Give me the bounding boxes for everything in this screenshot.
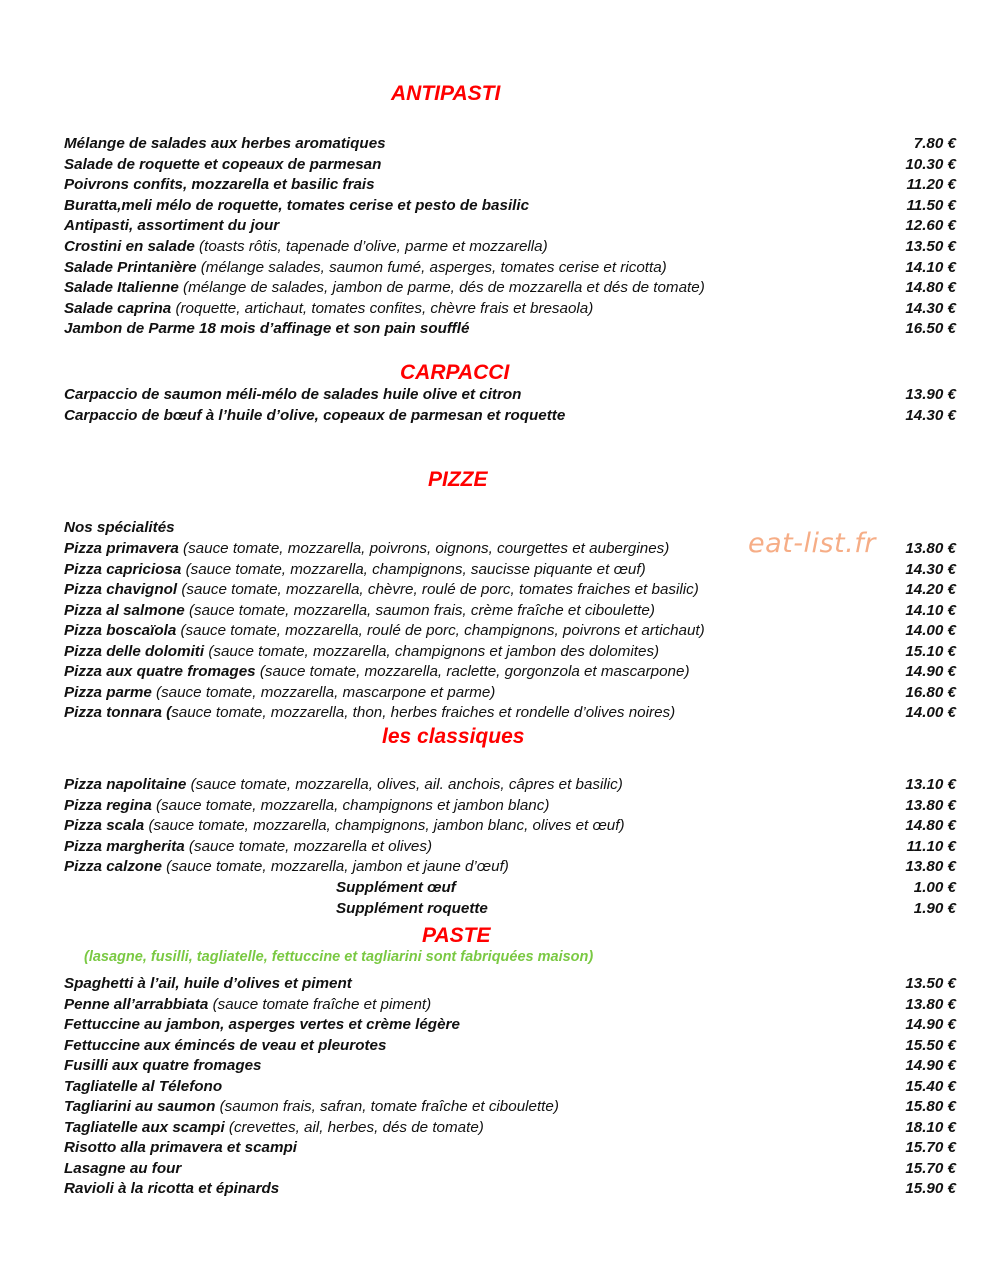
menu-item <box>64 406 956 426</box>
menu-item-name: Pizza calzone <box>64 858 162 876</box>
menu-item <box>64 995 956 1015</box>
menu-item <box>64 642 956 662</box>
menu-item-price: 14.80 € <box>905 279 956 297</box>
menu-item-name: Pizza margherita <box>64 837 185 855</box>
menu-item-price: 14.80 € <box>905 817 956 835</box>
paste-subtitle: (lasagne, fusilli, tagliatelle, fettuccine et tagliarini sont fabriquées maison) <box>84 949 594 965</box>
menu-item-name: Supplément roquette <box>336 899 488 917</box>
menu-item-name: Mélange de salades aux herbes aromatiques <box>64 135 386 152</box>
menu-item-description: (sauce tomate, mozzarella, champignons, jambon blanc, olives et œuf) <box>144 817 625 835</box>
menu-item-name: Crostini en salade <box>64 238 195 255</box>
menu-item <box>64 299 956 319</box>
menu-item <box>64 1118 956 1138</box>
menu-item-name: Pizza al salmone <box>64 601 185 619</box>
menu-item-name: Pizza boscaïola <box>64 622 177 639</box>
menu-item-price: 14.10 € <box>905 258 956 276</box>
classiques-title: les classiques <box>382 725 525 748</box>
menu-item <box>64 1015 956 1035</box>
menu-item-price: 14.90 € <box>905 1057 956 1074</box>
menu-item-name: Tagliatelle al Télefono <box>64 1077 223 1095</box>
menu-item-description: (sauce tomate, mozzarella, raclette, gorgonzola et mascarpone) <box>255 663 690 680</box>
menu-item-price: 14.90 € <box>905 663 956 680</box>
menu-item <box>64 899 956 919</box>
menu-item-description: (sauce tomate, mozzarella, saumon frais, crème fraîche et ciboulette) <box>184 601 655 619</box>
menu-item-price: 13.90 € <box>905 386 956 403</box>
menu-item-name: Poivrons confits, mozzarella et basilic frais <box>64 176 375 194</box>
menu-item <box>64 703 956 723</box>
menu-item-name: Pizza capriciosa <box>64 560 182 578</box>
menu-item-price: 13.80 € <box>905 995 956 1013</box>
menu-item-price: 15.70 € <box>905 1139 956 1156</box>
menu-item-name: Lasagne au four <box>64 1159 182 1177</box>
menu-item-description: sauce tomate, mozzarella, thon, herbes fraiches et rondelle d’olives noires) <box>171 704 676 721</box>
menu-item-description: (mélange salades, saumon fumé, asperges, tomates cerise et ricotta) <box>196 258 667 276</box>
menu-item-name: Salade Italienne <box>64 279 179 297</box>
menu-item <box>64 1159 956 1179</box>
menu-item <box>64 278 956 298</box>
menu-item <box>64 1138 956 1158</box>
menu-item-description: (sauce tomate, mozzarella, mascarpone et parme) <box>151 683 496 701</box>
menu-item-price: 14.20 € <box>905 581 956 598</box>
menu-item <box>64 1056 956 1076</box>
menu-item-price: 13.10 € <box>905 776 956 793</box>
menu-item-name: Tagliarini au saumon <box>64 1098 216 1115</box>
menu-item-price: 13.80 € <box>905 540 956 557</box>
menu-item-price: 1.90 € <box>913 899 956 917</box>
menu-item-name: Fettuccine au jambon, asperges vertes et crème légère <box>64 1016 460 1033</box>
menu-item <box>64 319 956 339</box>
menu-item-name: Spaghetti à l’ail, huile d’olives et piment <box>64 975 352 992</box>
menu-item-name: Carpaccio de bœuf à l’huile d’olive, copeaux de parmesan et roquette <box>64 406 566 424</box>
menu-item-price: 18.10 € <box>905 1118 956 1136</box>
menu-item-description: (sauce tomate, mozzarella, roulé de porc, champignons, poivrons et artichaut) <box>176 622 705 639</box>
antipasti-title: ANTIPASTI <box>391 82 501 105</box>
menu-item-price: 15.90 € <box>905 1180 956 1197</box>
menu-item-name: Pizza aux quatre fromages <box>64 663 256 680</box>
menu-item <box>64 857 956 877</box>
menu-item <box>64 1179 956 1199</box>
menu-item-price: 7.80 € <box>913 135 956 152</box>
menu-item <box>64 134 956 154</box>
menu-item-name: Pizza napolitaine <box>64 776 187 793</box>
menu-item-price: 15.70 € <box>905 1159 956 1177</box>
menu-item-price: 14.30 € <box>905 560 956 578</box>
menu-item-price: 11.50 € <box>906 196 956 214</box>
menu-item-name: Fusilli aux quatre fromages <box>64 1057 262 1074</box>
menu-item-price: 13.50 € <box>905 975 956 992</box>
menu-item-price: 14.10 € <box>905 601 956 619</box>
pizze-title: PIZZE <box>428 468 488 491</box>
menu-item <box>64 580 956 600</box>
menu-item-name: Salade caprina <box>64 299 172 317</box>
menu-item-name: Pizza delle dolomiti <box>64 642 205 660</box>
menu-item <box>64 175 956 195</box>
menu-item <box>64 237 956 257</box>
menu-item <box>64 196 956 216</box>
menu-item-description: (sauce tomate, mozzarella et olives) <box>184 837 433 855</box>
menu-item-price: 15.10 € <box>905 642 956 660</box>
menu-item <box>64 683 956 703</box>
menu-item-description: (saumon frais, safran, tomate fraîche et ciboulette) <box>215 1098 559 1115</box>
menu-item-description: (sauce tomate, mozzarella, poivrons, oignons, courgettes et aubergines) <box>178 540 670 557</box>
menu-item <box>64 1036 956 1056</box>
menu-item <box>64 155 956 175</box>
menu-item-price: 11.20 € <box>906 176 956 194</box>
menu-item-price: 16.80 € <box>905 683 956 701</box>
menu-item-description: (sauce tomate, mozzarella, olives, ail. anchois, câpres et basilic) <box>186 776 623 793</box>
menu-item-name: Pizza parme <box>64 683 152 701</box>
menu-item <box>64 560 956 580</box>
menu-item <box>64 1077 956 1097</box>
menu-item <box>64 662 956 682</box>
menu-item-name: Pizza chavignol <box>64 581 178 598</box>
watermark: eat-list.fr <box>748 528 876 559</box>
menu-item-price: 15.50 € <box>905 1036 956 1054</box>
menu-item-name: Buratta,meli mélo de roquette, tomates cerise et pesto de basilic <box>64 196 530 214</box>
menu-item-name: Antipasti, assortiment du jour <box>64 217 280 235</box>
menu-item <box>64 837 956 857</box>
menu-item-price: 14.30 € <box>905 406 956 424</box>
menu-item <box>64 1097 956 1117</box>
menu-item-price: 14.90 € <box>905 1016 956 1033</box>
menu-item-name: Ravioli à la ricotta et épinards <box>64 1180 280 1197</box>
menu-item-name: Pizza tonnara ( <box>64 704 172 721</box>
menu-item-price: 1.00 € <box>913 879 956 896</box>
menu-item <box>64 385 956 405</box>
menu-item-description: (sauce tomate, mozzarella, chèvre, roulé de porc, tomates fraiches et basilic) <box>177 581 699 598</box>
menu-item-description: (sauce tomate, mozzarella, champignons et jambon des dolomites) <box>204 642 660 660</box>
menu-item-description: (sauce tomate fraîche et piment) <box>208 995 432 1013</box>
menu-item-description: (toasts rôtis, tapenade d’olive, parme et mozzarella) <box>194 238 548 255</box>
menu-item-price: 15.40 € <box>905 1077 956 1095</box>
menu-item <box>64 258 956 278</box>
menu-item-name: Carpaccio de saumon méli-mélo de salades huile olive et citron <box>64 386 522 403</box>
menu-item-name: Pizza primavera <box>64 540 179 557</box>
menu-item-name: Salade de roquette et copeaux de parmesan <box>64 155 382 173</box>
menu-item-name: Tagliatelle aux scampi <box>64 1118 225 1136</box>
menu-item-name: Pizza scala <box>64 817 145 835</box>
menu-item-description: (crevettes, ail, herbes, dés de tomate) <box>224 1118 484 1136</box>
menu-item-price: 10.30 € <box>905 155 956 173</box>
menu-item-name: Salade Printanière <box>64 258 197 276</box>
menu-item-price: 13.80 € <box>905 796 956 814</box>
menu-item <box>64 601 956 621</box>
menu-item-price: 13.80 € <box>905 858 956 876</box>
specialites-heading: Nos spécialités <box>64 519 175 536</box>
menu-item <box>64 878 956 898</box>
menu-item-name: Pizza regina <box>64 796 152 814</box>
menu-item-price: 14.00 € <box>905 622 956 639</box>
paste-title: PASTE <box>422 924 491 947</box>
menu-item-price: 16.50 € <box>905 320 956 338</box>
menu-item <box>64 775 956 795</box>
menu-item-description: (sauce tomate, mozzarella, champignons et jambon blanc) <box>151 796 550 814</box>
menu-item-description: (sauce tomate, mozzarella, jambon et jaune d’œuf) <box>161 858 509 876</box>
menu-item-price: 13.50 € <box>905 238 956 255</box>
menu-item-price: 14.00 € <box>905 704 956 721</box>
carpacci-title: CARPACCI <box>400 361 510 384</box>
menu-item-price: 15.80 € <box>905 1098 956 1115</box>
menu-item <box>64 216 956 236</box>
menu-item-description: (roquette, artichaut, tomates confites, chèvre frais et bresaola) <box>171 299 594 317</box>
menu-item-name: Fettuccine aux émincés de veau et pleurotes <box>64 1036 387 1054</box>
menu-item-price: 12.60 € <box>905 217 956 235</box>
menu-item-name: Supplément œuf <box>336 879 456 896</box>
menu-item-name: Risotto alla primavera et scampi <box>64 1139 297 1156</box>
menu-item <box>64 816 956 836</box>
menu-item <box>64 974 956 994</box>
menu-item-price: 11.10 € <box>906 837 956 855</box>
menu-item-description: (mélange de salades, jambon de parme, dés de mozzarella et dés de tomate) <box>178 279 705 297</box>
menu-item-price: 14.30 € <box>905 299 956 317</box>
menu-item <box>64 796 956 816</box>
menu-item-name: Jambon de Parme 18 mois d’affinage et son pain soufflé <box>64 320 470 338</box>
menu-item-name: Penne all’arrabbiata <box>64 995 209 1013</box>
menu-item <box>64 621 956 641</box>
menu-item-description: (sauce tomate, mozzarella, champignons, saucisse piquante et œuf) <box>181 560 646 578</box>
